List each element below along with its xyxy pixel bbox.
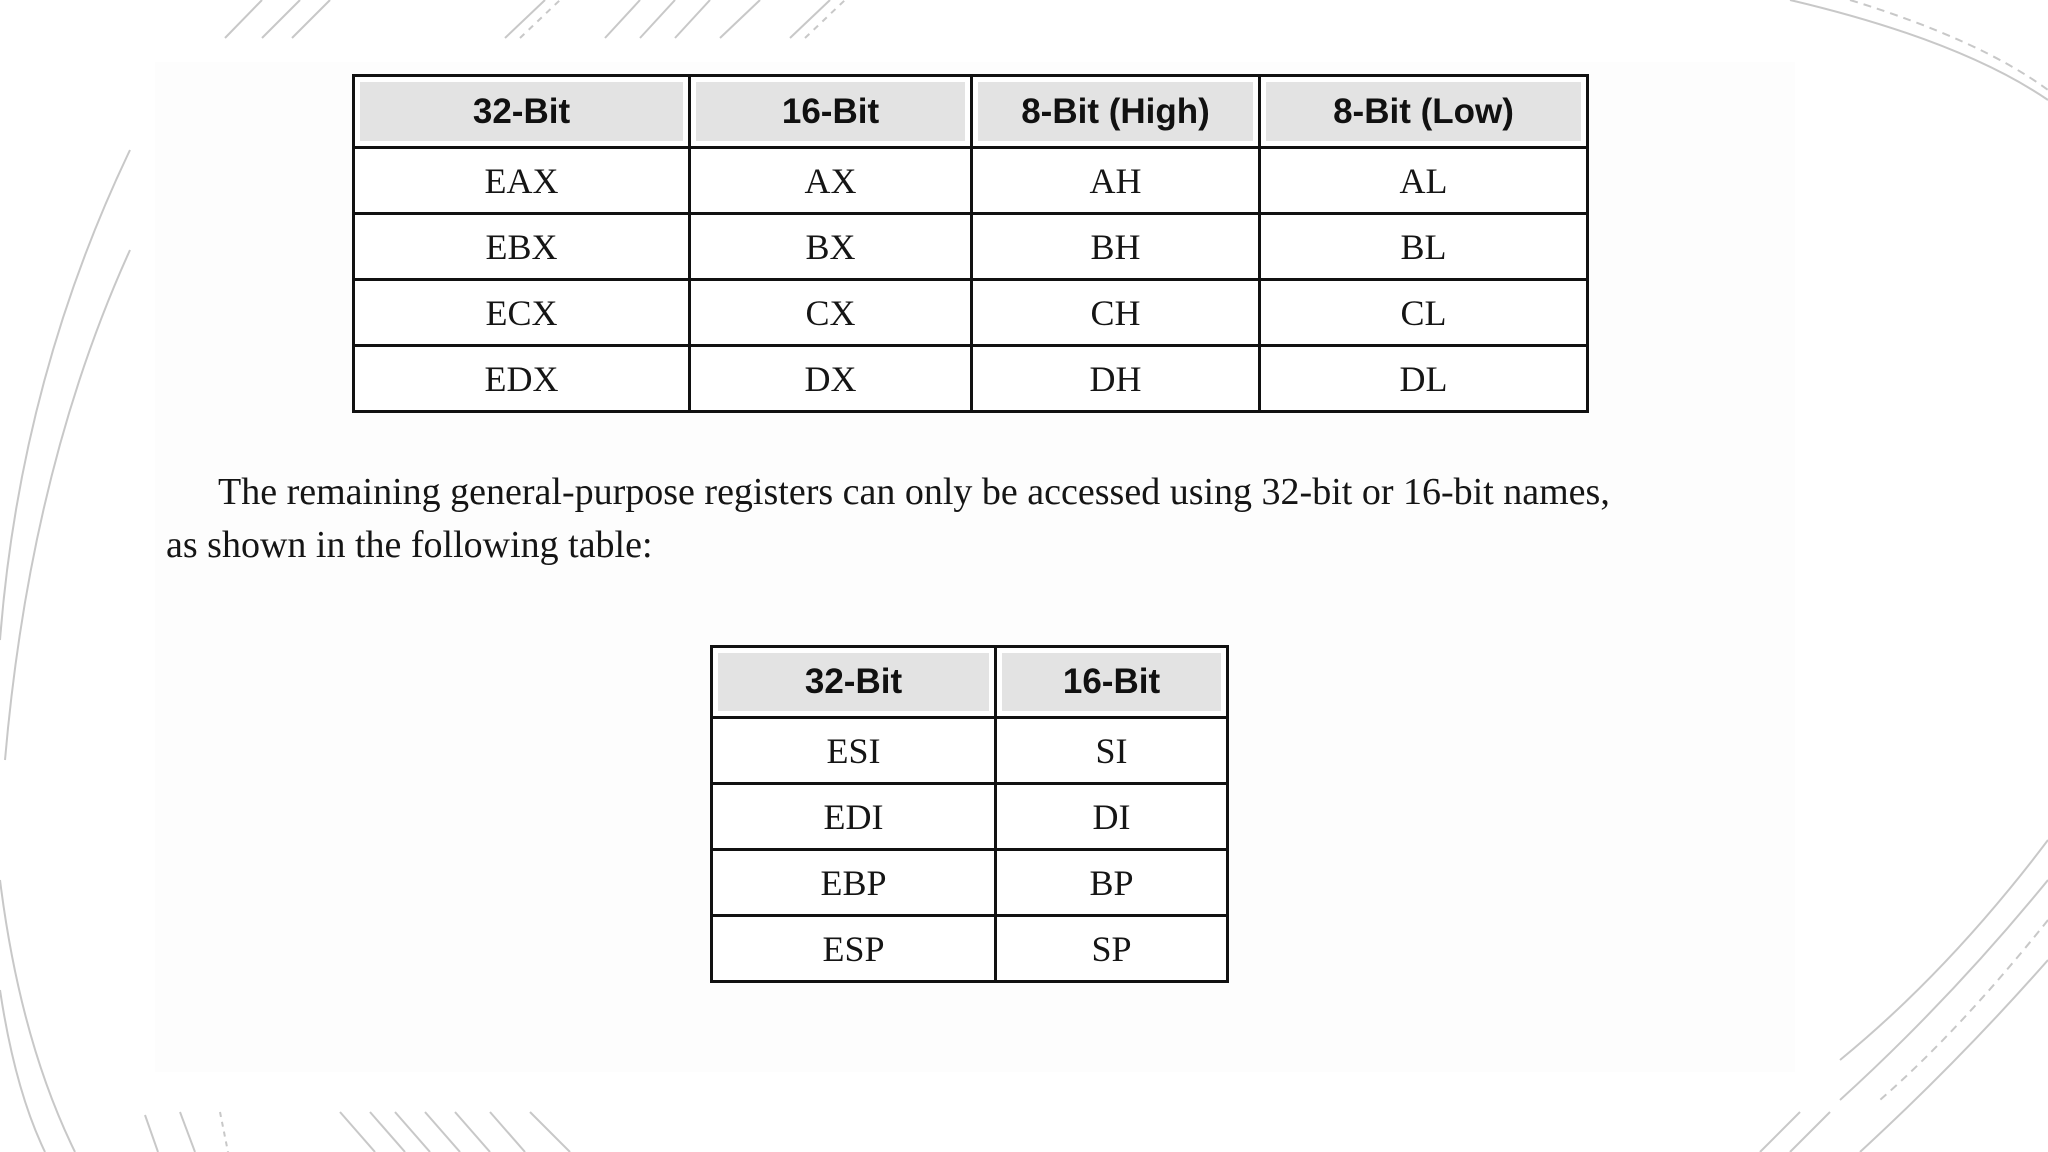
table-row	[712, 916, 1228, 982]
table-cell: ESI	[712, 718, 996, 784]
table-cell: EBP	[712, 850, 996, 916]
table-cell: BX	[690, 214, 972, 280]
table-row	[354, 214, 1588, 280]
table-row	[354, 280, 1588, 346]
paragraph-line: as shown in the following table:	[166, 524, 653, 566]
table-cell: DX	[690, 346, 972, 412]
table-cell: EAX	[354, 148, 690, 214]
table-cell: DL	[1260, 346, 1588, 412]
table-cell: ECX	[354, 280, 690, 346]
table-cell: ESP	[712, 916, 996, 982]
table-cell: EDI	[712, 784, 996, 850]
register-table-general-purpose	[352, 74, 1589, 413]
table-cell: SP	[996, 916, 1228, 982]
table-row	[712, 850, 1228, 916]
table-header-row	[354, 76, 1588, 148]
table-cell: DH	[972, 346, 1260, 412]
table-cell: CH	[972, 280, 1260, 346]
table-row	[354, 346, 1588, 412]
paragraph-line: The remaining general-purpose registers can only be accessed using 32-bit or 16-bit names,	[218, 471, 1610, 513]
body-paragraph	[166, 466, 1806, 572]
register-table-index-pointer	[710, 645, 1229, 983]
table-cell: AX	[690, 148, 972, 214]
column-header: 16-Bit	[690, 76, 972, 148]
table-cell: EBX	[354, 214, 690, 280]
table-cell: EDX	[354, 346, 690, 412]
table-cell: SI	[996, 718, 1228, 784]
table-row	[712, 718, 1228, 784]
table-cell: BP	[996, 850, 1228, 916]
table-cell: CX	[690, 280, 972, 346]
table-header-row	[712, 647, 1228, 718]
table-cell: BL	[1260, 214, 1588, 280]
table-cell: BH	[972, 214, 1260, 280]
column-header: 8-Bit (High)	[972, 76, 1260, 148]
column-header: 32-Bit	[354, 76, 690, 148]
column-header: 32-Bit	[712, 647, 996, 718]
column-header: 8-Bit (Low)	[1260, 76, 1588, 148]
column-header: 16-Bit	[996, 647, 1228, 718]
table-cell: AH	[972, 148, 1260, 214]
table-row	[712, 784, 1228, 850]
table-cell: CL	[1260, 280, 1588, 346]
table-cell: AL	[1260, 148, 1588, 214]
table-row	[354, 148, 1588, 214]
table-cell: DI	[996, 784, 1228, 850]
